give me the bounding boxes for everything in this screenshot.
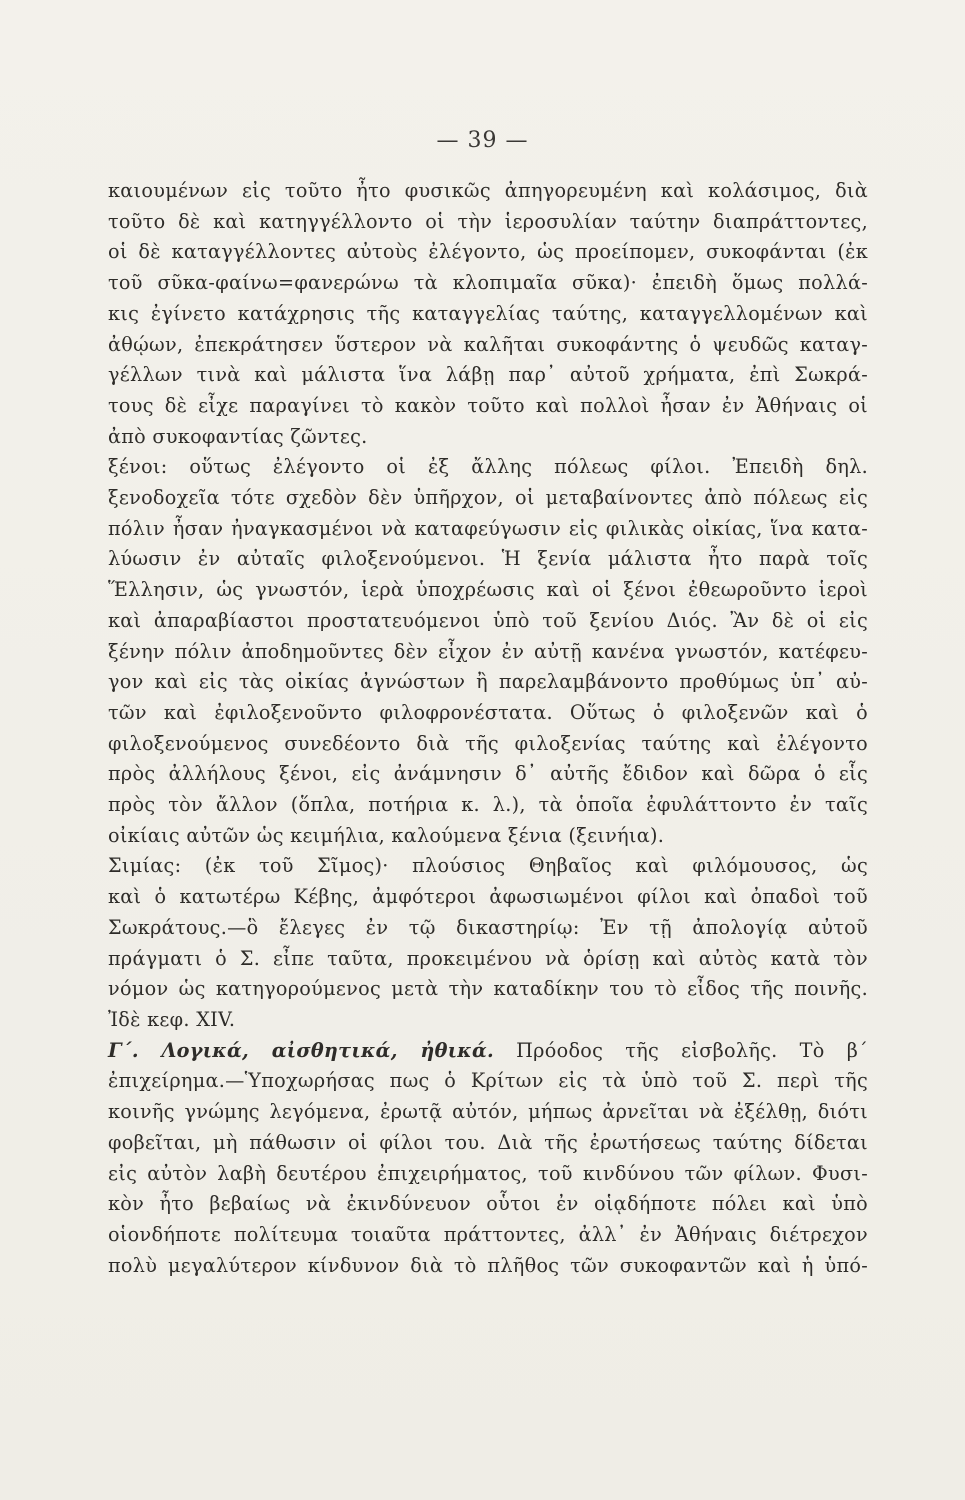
text-line: ἐπιχείρημα.—Ὑποχωρήσας πως ὁ Κρίτων εἰς τὰ ὑπὸ τοῦ Σ. περὶ τῆς [108, 1069, 868, 1093]
text-line: Ἕλλησιν, ὡς γνωστόν, ἱερὰ ὑποχρέωσις καὶ οἱ ξένοι ἐθεωροῦντο ἱεροὶ [108, 578, 868, 602]
text-line: οἱ δὲ καταγγέλλοντες αὐτοὺς ἐλέγοντο, ὡς προείπομεν, συκοφάνται (ἐκ [108, 240, 868, 264]
text-line: ἀπὸ συκοφαντίας ζῶντες. [108, 424, 368, 448]
text-line: τῶν καὶ ἐφιλοξενοῦντο φιλοφρονέστατα. Οὕτως ὁ φιλοξενῶν καὶ ὁ [108, 700, 868, 724]
section-heading: Γ΄. Λογικά, αἰσθητικά, ἠθικά. [108, 1038, 495, 1062]
text-line: φοβεῖται, μὴ πάθωσιν οἱ φίλοι του. Διὰ τῆς ἐρωτήσεως ταύτης δίδεται [108, 1130, 868, 1154]
text-line: κις ἐγίνετο κατάχρησις τῆς καταγγελίας ταύτης, καταγγελλομένων καὶ [108, 301, 868, 325]
text-line: καὶ ἀπαραβίαστοι προστατευόμενοι ὑπὸ τοῦ ξενίου Διός. Ἂν δὲ οἱ εἰς [108, 608, 868, 632]
text-line: οἱονδήποτε πολίτευμα τοιαῦτα πράττοντες, ἀλλ᾽ ἐν Ἀθήναις διέτρεχον [108, 1222, 868, 1246]
text-line: Σωκράτους.—ὃ ἔλεγες ἐν τῷ δικαστηρίῳ: Ἐν τῇ ἀπολογίᾳ αὐτοῦ [108, 915, 868, 939]
text-line: Ἰδὲ κεφ. XIV. [108, 1007, 236, 1031]
text-line: ἀθῴων, ἐπεκράτησεν ὕστερον νὰ καλῆται συκοφάντης ὁ ψευδῶς καταγ- [108, 332, 868, 356]
section-heading-text: Πρόοδος τῆς εἰσβολῆς. Τὸ β΄ [494, 1038, 868, 1062]
text-line: ξενοδοχεῖα τότε σχεδὸν δὲν ὑπῆρχον, οἱ μεταβαίνοντες ἀπὸ πόλεως εἰς [108, 486, 868, 510]
text-line: γον καὶ εἰς τὰς οἰκίας ἀγνώστων ἢ παρελαμβάνοντο προθύμως ὑπ᾽ αὐ- [108, 670, 868, 694]
text-line: οἰκίαις αὐτῶν ὡς κειμήλια, καλούμενα ξένια (ξεινήια). [108, 823, 665, 847]
text-line: πολὺ μεγαλύτερον κίνδυνον διὰ τὸ πλῆθος τῶν συκοφαντῶν καὶ ἡ ὑπό- [108, 1253, 868, 1277]
text-line: κὸν ἦτο βεβαίως νὰ ἐκινδύνευον οὗτοι ἐν οἱᾳδήποτε πόλει καὶ ὑπὸ [108, 1192, 868, 1216]
text-line [108, 1036, 868, 1067]
page-number: — 39 — [436, 128, 529, 153]
text-line: πρὸς ἀλλήλους ξένοι, εἰς ἀνάμνησιν δ᾽ αὐτῆς ἔδιδον καὶ δῶρα ὁ εἷς [108, 762, 868, 786]
text-line: καὶ ὁ κατωτέρω Κέβης, ἀμφότεροι ἀφωσιωμένοι φίλοι καὶ ὀπαδοὶ τοῦ [108, 885, 868, 909]
text-line: καιουμένων εἰς τοῦτο ἦτο φυσικῶς ἀπηγορευμένη καὶ κολάσιμος, διὰ [108, 179, 868, 202]
text-line: νόμον ὡς κατηγορούμενος μετὰ τὴν καταδίκην του τὸ εἶδος τῆς ποινῆς. [108, 977, 868, 1001]
text-line: ξένην πόλιν ἀποδημοῦντες δὲν εἶχον ἐν αὐτῇ κανένα γνωστόν, κατέφευ- [108, 639, 868, 663]
body-text [108, 176, 868, 1281]
text-line: κοινῆς γνώμης λεγόμενα, ἐρωτᾷ αὐτόν, μήπως ἀρνεῖται νὰ ἐξέλθῃ, διότι [108, 1100, 868, 1124]
text-line: λύωσιν ἐν αὐταῖς φιλοξενούμενοι. Ἡ ξενία μάλιστα ἦτο παρὰ τοῖς [108, 547, 868, 571]
text-line: Σιμίας: (ἐκ τοῦ Σῖμος)· πλούσιος Θηβαῖος καὶ φιλόμουσος, ὡς [108, 854, 868, 878]
text-line: τοῦτο δὲ καὶ κατηγγέλλοντο οἱ τὴν ἱεροσυλίαν ταύτην διαπράττοντες, [108, 209, 868, 233]
text-line: πόλιν ἦσαν ἠναγκασμένοι νὰ καταφεύγωσιν εἰς φιλικὰς οἰκίας, ἵνα κατα- [108, 516, 868, 540]
text-line: πρὸς τὸν ἄλλον (ὅπλα, ποτήρια κ. λ.), τὰ ὁποῖα ἐφυλάττοντο ἐν ταῖς [108, 793, 868, 817]
text-line: πράγματι ὁ Σ. εἶπε ταῦτα, προκειμένου νὰ ὁρίσῃ καὶ αὐτὸς κατὰ τὸν [108, 946, 868, 970]
text-line: ξένοι: οὕτως ἐλέγοντο οἱ ἐξ ἄλλης πόλεως φίλοι. Ἐπειδὴ δηλ. [108, 455, 868, 479]
text-line: φιλοξενούμενος συνεδέοντο διὰ τῆς φιλοξενίας ταύτης καὶ ἐλέγοντο [108, 731, 868, 755]
text-line: εἰς αὐτὸν λαβὴ δευτέρου ἐπιχειρήματος, τοῦ κινδύνου τῶν φίλων. Φυσι- [108, 1161, 868, 1185]
text-line: τους δὲ εἶχε παραγίνει τὸ κακὸν τοῦτο καὶ πολλοὶ ἦσαν ἐν Ἀθήναις οἱ [108, 393, 868, 417]
text-line: γέλλων τινὰ καὶ μάλιστα ἵνα λάβῃ παρ᾽ αὐτοῦ χρήματα, ἐπὶ Σωκρά- [108, 363, 868, 387]
text-line: τοῦ σῦκα-φαίνω=φανερώνω τὰ κλοπιμαῖα σῦκα)· ἐπειδὴ ὅμως πολλά- [108, 271, 868, 295]
